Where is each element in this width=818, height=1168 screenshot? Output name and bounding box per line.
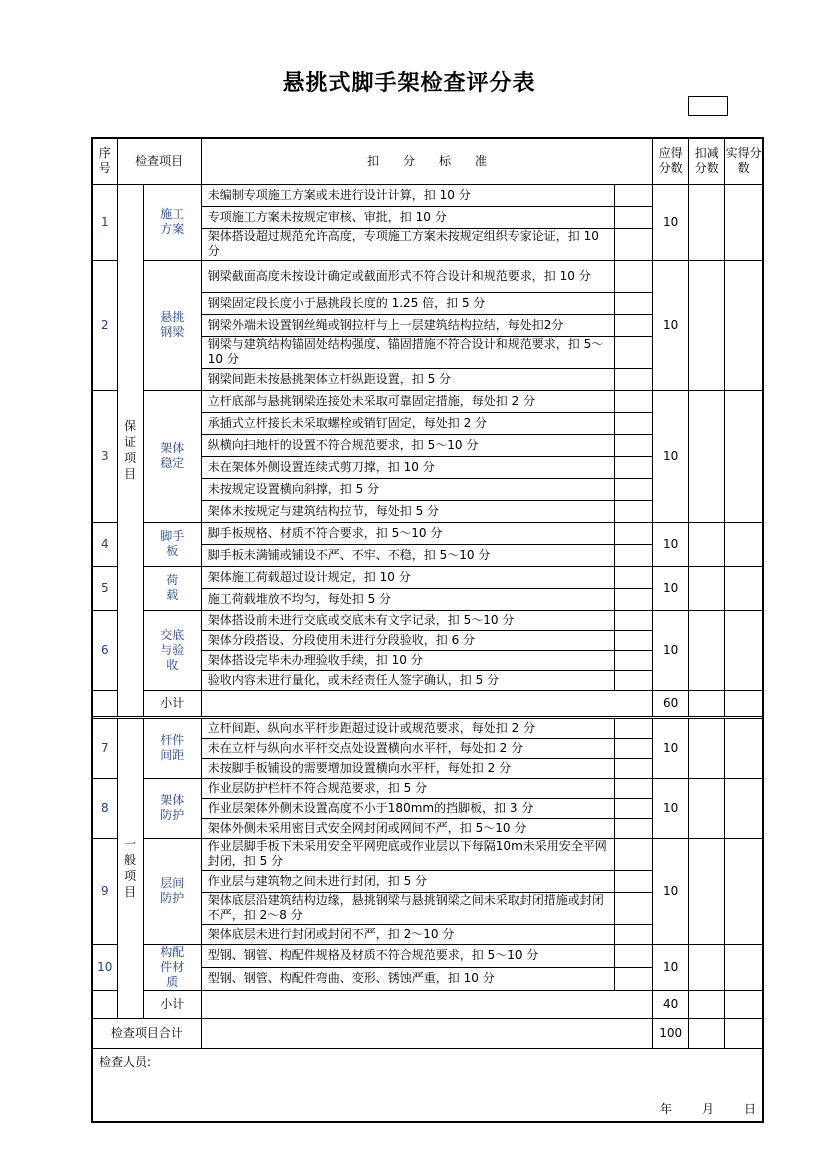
item-name: 架体稳定 (143, 390, 201, 522)
rule-blank-cell (615, 838, 653, 870)
should-score: 10 (653, 390, 689, 522)
subtotal-value: 60 (653, 690, 689, 716)
deduction-rule: 作业层与建筑物之间未进行封闭，扣 5 分 (201, 870, 614, 892)
total-criteria-blank (201, 1018, 652, 1048)
rule-blank-cell (615, 892, 653, 924)
item-name: 架体防护 (143, 778, 201, 838)
deduction-rule: 立杆间距、纵向水平杆步距超过设计或规范要求，每处扣 2 分 (201, 718, 614, 738)
subtotal-deduct-cell (689, 690, 725, 716)
item-name: 层间防护 (143, 838, 201, 944)
rule-blank-cell (615, 228, 653, 260)
deduction-rule: 钢梁外端未设置钢丝绳或钢拉杆与上一层建筑结构拉结，每处扣2分 (201, 314, 614, 336)
rule-blank-cell (615, 798, 653, 818)
deduction-rule: 专项施工方案未按规定审核、审批，扣 10 分 (201, 206, 614, 228)
item-name: 荷 载 (143, 566, 201, 610)
item-name: 施工方案 (143, 184, 201, 260)
item-name: 交底与验 收 (143, 610, 201, 690)
header-seq: 序号 (92, 138, 117, 184)
deduct-score-cell (689, 260, 725, 390)
rule-blank-cell (615, 336, 653, 368)
rule-blank-cell (615, 670, 653, 690)
subtotal-row (92, 990, 763, 1018)
deduction-rule: 承插式立杆接长未采取螺栓或销钉固定，每处扣 2 分 (201, 412, 614, 434)
total-label: 检查项目合计 (92, 1018, 201, 1048)
deduction-rule: 未在立杆与纵向水平杆交点处设置横向水平杆，每处扣 2 分 (201, 738, 614, 758)
deduction-rule: 未在架体外侧设置连续式剪刀撑，扣 10 分 (201, 456, 614, 478)
subtotal-row (92, 690, 763, 716)
score-table (91, 137, 764, 1123)
rule-blank-cell (615, 478, 653, 500)
deduct-score-cell (689, 184, 725, 260)
signature-row (92, 1048, 763, 1122)
blank-seq-cell (92, 690, 117, 716)
item-number: 3 (92, 390, 117, 522)
table-row (92, 260, 763, 292)
subtotal-label: 小计 (143, 990, 201, 1018)
deduction-rule: 作业层脚手板下未采用安全平网兜底或作业层以下每隔10m未采用安全平网封闭，扣 5 分 (201, 838, 614, 870)
date-year: 年 (659, 1101, 672, 1116)
table-row (92, 778, 763, 798)
subtotal-label: 小计 (143, 690, 201, 716)
deduct-score-cell (689, 390, 725, 522)
deduction-rule: 脚手板规格、材质不符合要求，扣 5～10 分 (201, 522, 614, 544)
should-score: 10 (653, 522, 689, 566)
rule-blank-cell (615, 738, 653, 758)
actual-score-cell (725, 610, 763, 690)
rule-blank-cell (615, 967, 653, 990)
rule-blank-cell (615, 292, 653, 314)
table-row (92, 566, 763, 588)
deduction-rule: 型钢、钢管、构配件规格及材质不符合规范要求，扣 5～10 分 (201, 944, 614, 967)
rule-blank-cell (615, 650, 653, 670)
header-deduct: 扣减分数 (689, 138, 725, 184)
table-row (92, 610, 763, 630)
deduction-rule: 钢梁固定段长度小于悬挑段长度的 1.25 倍，扣 5 分 (201, 292, 614, 314)
deduct-score-cell (689, 566, 725, 610)
item-number: 7 (92, 718, 117, 778)
table-row (92, 390, 763, 412)
rule-blank-cell (615, 522, 653, 544)
actual-score-cell (725, 838, 763, 944)
item-number: 4 (92, 522, 117, 566)
subtotal-actual-cell (725, 990, 763, 1018)
deduction-rule: 架体外侧未采用密目式安全网封闭或网间不严，扣 5～10 分 (201, 818, 614, 838)
actual-score-cell (725, 944, 763, 990)
deduction-rule: 脚手板未满铺或铺设不严、不牢、不稳，扣 5～10 分 (201, 544, 614, 566)
deduct-score-cell (689, 610, 725, 690)
deduction-rule: 作业层架体外侧未设置高度不小于180mm的挡脚板，扣 3 分 (201, 798, 614, 818)
total-actual-cell (725, 1018, 763, 1048)
deduction-rule: 未编制专项施工方案或未进行设计计算，扣 10 分 (201, 184, 614, 206)
page-title: 悬挑式脚手架检查评分表 (282, 71, 536, 96)
form-code-box (688, 96, 728, 116)
actual-score-cell (725, 260, 763, 390)
table-row (92, 184, 763, 206)
table-row (92, 944, 763, 967)
item-name: 杆件间距 (143, 718, 201, 778)
should-score: 10 (653, 944, 689, 990)
inspector-label: 检查人员: (99, 1054, 152, 1069)
deduction-rule: 架体搭设前未进行交底或交底未有文字记录，扣 5～10 分 (201, 610, 614, 630)
should-score: 10 (653, 184, 689, 260)
header-should-score: 应得分数 (653, 138, 689, 184)
item-name: 脚手板 (143, 522, 201, 566)
deduction-rule: 纵横向扫地杆的设置不符合规范要求，扣 5～10 分 (201, 434, 614, 456)
subtotal-value: 40 (653, 990, 689, 1018)
deduction-rule: 型钢、钢管、构配件弯曲、变形、锈蚀严重，扣 10 分 (201, 967, 614, 990)
rule-blank-cell (615, 924, 653, 944)
total-row (92, 1018, 763, 1048)
rule-blank-cell (615, 630, 653, 650)
rule-blank-cell (615, 390, 653, 412)
deduction-rule: 钢梁与建筑结构锚固处结构强度、锚固措施不符合设计和规范要求，扣 5～10 分 (201, 336, 614, 368)
rule-blank-cell (615, 566, 653, 588)
date-month: 月 (701, 1101, 714, 1116)
rule-blank-cell (615, 588, 653, 610)
rule-blank-cell (615, 314, 653, 336)
rule-blank-cell (615, 610, 653, 630)
deduct-score-cell (689, 718, 725, 778)
deduction-rule: 架体搭设完毕未办理验收手续，扣 10 分 (201, 650, 614, 670)
table-row (92, 522, 763, 544)
should-score: 10 (653, 566, 689, 610)
deduction-rule: 验收内容未进行量化，或未经责任人签字确认，扣 5 分 (201, 670, 614, 690)
should-score: 10 (653, 838, 689, 944)
item-name: 构配件材质 (143, 944, 201, 990)
rule-blank-cell (615, 500, 653, 522)
subtotal-deduct-cell (689, 990, 725, 1018)
table-row (92, 838, 763, 870)
deduction-rule: 钢梁截面高度未按设计确定或截面形式不符合设计和规范要求，扣 10 分 (201, 260, 614, 292)
signature-cell (92, 1048, 763, 1122)
deduction-rule: 施工荷载堆放不均匀，每处扣 5 分 (201, 588, 614, 610)
rule-blank-cell (615, 412, 653, 434)
rule-blank-cell (615, 260, 653, 292)
actual-score-cell (725, 778, 763, 838)
deduct-score-cell (689, 944, 725, 990)
header-item: 检查项目 (117, 138, 201, 184)
item-name: 悬挑钢梁 (143, 260, 201, 390)
rule-blank-cell (615, 434, 653, 456)
header-actual: 实得分数 (725, 138, 763, 184)
header-criteria: 扣 分 标 准 (201, 138, 652, 184)
rule-blank-cell (615, 184, 653, 206)
deduction-rule: 架体未按规定与建筑结构拉节，每处扣 5 分 (201, 500, 614, 522)
should-score: 10 (653, 260, 689, 390)
deduction-rule: 架体底层沿建筑结构边缘，悬挑钢梁与悬挑钢梁之间未采取封闭措施或封闭不严，扣 2～8 分 (201, 892, 614, 924)
deduction-rule: 架体搭设超过规范允许高度，专项施工方案未按规定组织专家论证，扣 10 分 (201, 228, 614, 260)
rule-blank-cell (615, 544, 653, 566)
rule-blank-cell (615, 718, 653, 738)
deduction-rule: 未按规定设置横向斜撑，扣 5 分 (201, 478, 614, 500)
deduction-rule: 未按脚手板铺设的需要增加设置横向水平杆，每处扣 2 分 (201, 758, 614, 778)
actual-score-cell (725, 522, 763, 566)
rule-blank-cell (615, 206, 653, 228)
deduct-score-cell (689, 778, 725, 838)
item-number: 9 (92, 838, 117, 944)
actual-score-cell (725, 718, 763, 778)
category-general: 一般项目 (117, 718, 143, 1018)
item-number: 6 (92, 610, 117, 690)
deduct-score-cell (689, 522, 725, 566)
rule-blank-cell (615, 456, 653, 478)
item-number: 1 (92, 184, 117, 260)
rule-blank-cell (615, 818, 653, 838)
subtotal-actual-cell (725, 690, 763, 716)
deduction-rule: 立杆底部与悬挑钢梁连接处未采取可靠固定措施，每处扣 2 分 (201, 390, 614, 412)
table-row (92, 718, 763, 738)
item-number: 10 (92, 944, 117, 990)
item-number: 2 (92, 260, 117, 390)
deduct-score-cell (689, 838, 725, 944)
deduction-rule: 钢梁间距未按悬挑架体立杆纵距设置，扣 5 分 (201, 368, 614, 390)
deduction-rule: 架体底层未进行封闭或封闭不严，扣 2～10 分 (201, 924, 614, 944)
rule-blank-cell (615, 758, 653, 778)
item-number: 5 (92, 566, 117, 610)
actual-score-cell (725, 566, 763, 610)
rule-blank-cell (615, 944, 653, 967)
rule-blank-cell (615, 870, 653, 892)
deduction-rule: 架体施工荷载超过设计规定，扣 10 分 (201, 566, 614, 588)
rule-blank-cell (615, 368, 653, 390)
blank-seq-cell (92, 990, 117, 1018)
should-score: 10 (653, 610, 689, 690)
actual-score-cell (725, 184, 763, 260)
total-deduct-cell (689, 1018, 725, 1048)
category-guarantee: 保证项目 (117, 184, 143, 716)
total-value: 100 (653, 1018, 689, 1048)
date-day: 日 (743, 1101, 756, 1116)
item-number: 8 (92, 778, 117, 838)
subtotal-criteria-blank (201, 690, 652, 716)
rule-blank-cell (615, 778, 653, 798)
should-score: 10 (653, 718, 689, 778)
subtotal-criteria-blank (201, 990, 652, 1018)
actual-score-cell (725, 390, 763, 522)
deduction-rule: 架体分段搭设、分段使用未进行分段验收，扣 6 分 (201, 630, 614, 650)
should-score: 10 (653, 778, 689, 838)
date-line (630, 1102, 756, 1117)
deduction-rule: 作业层防护栏杆不符合规范要求，扣 5 分 (201, 778, 614, 798)
